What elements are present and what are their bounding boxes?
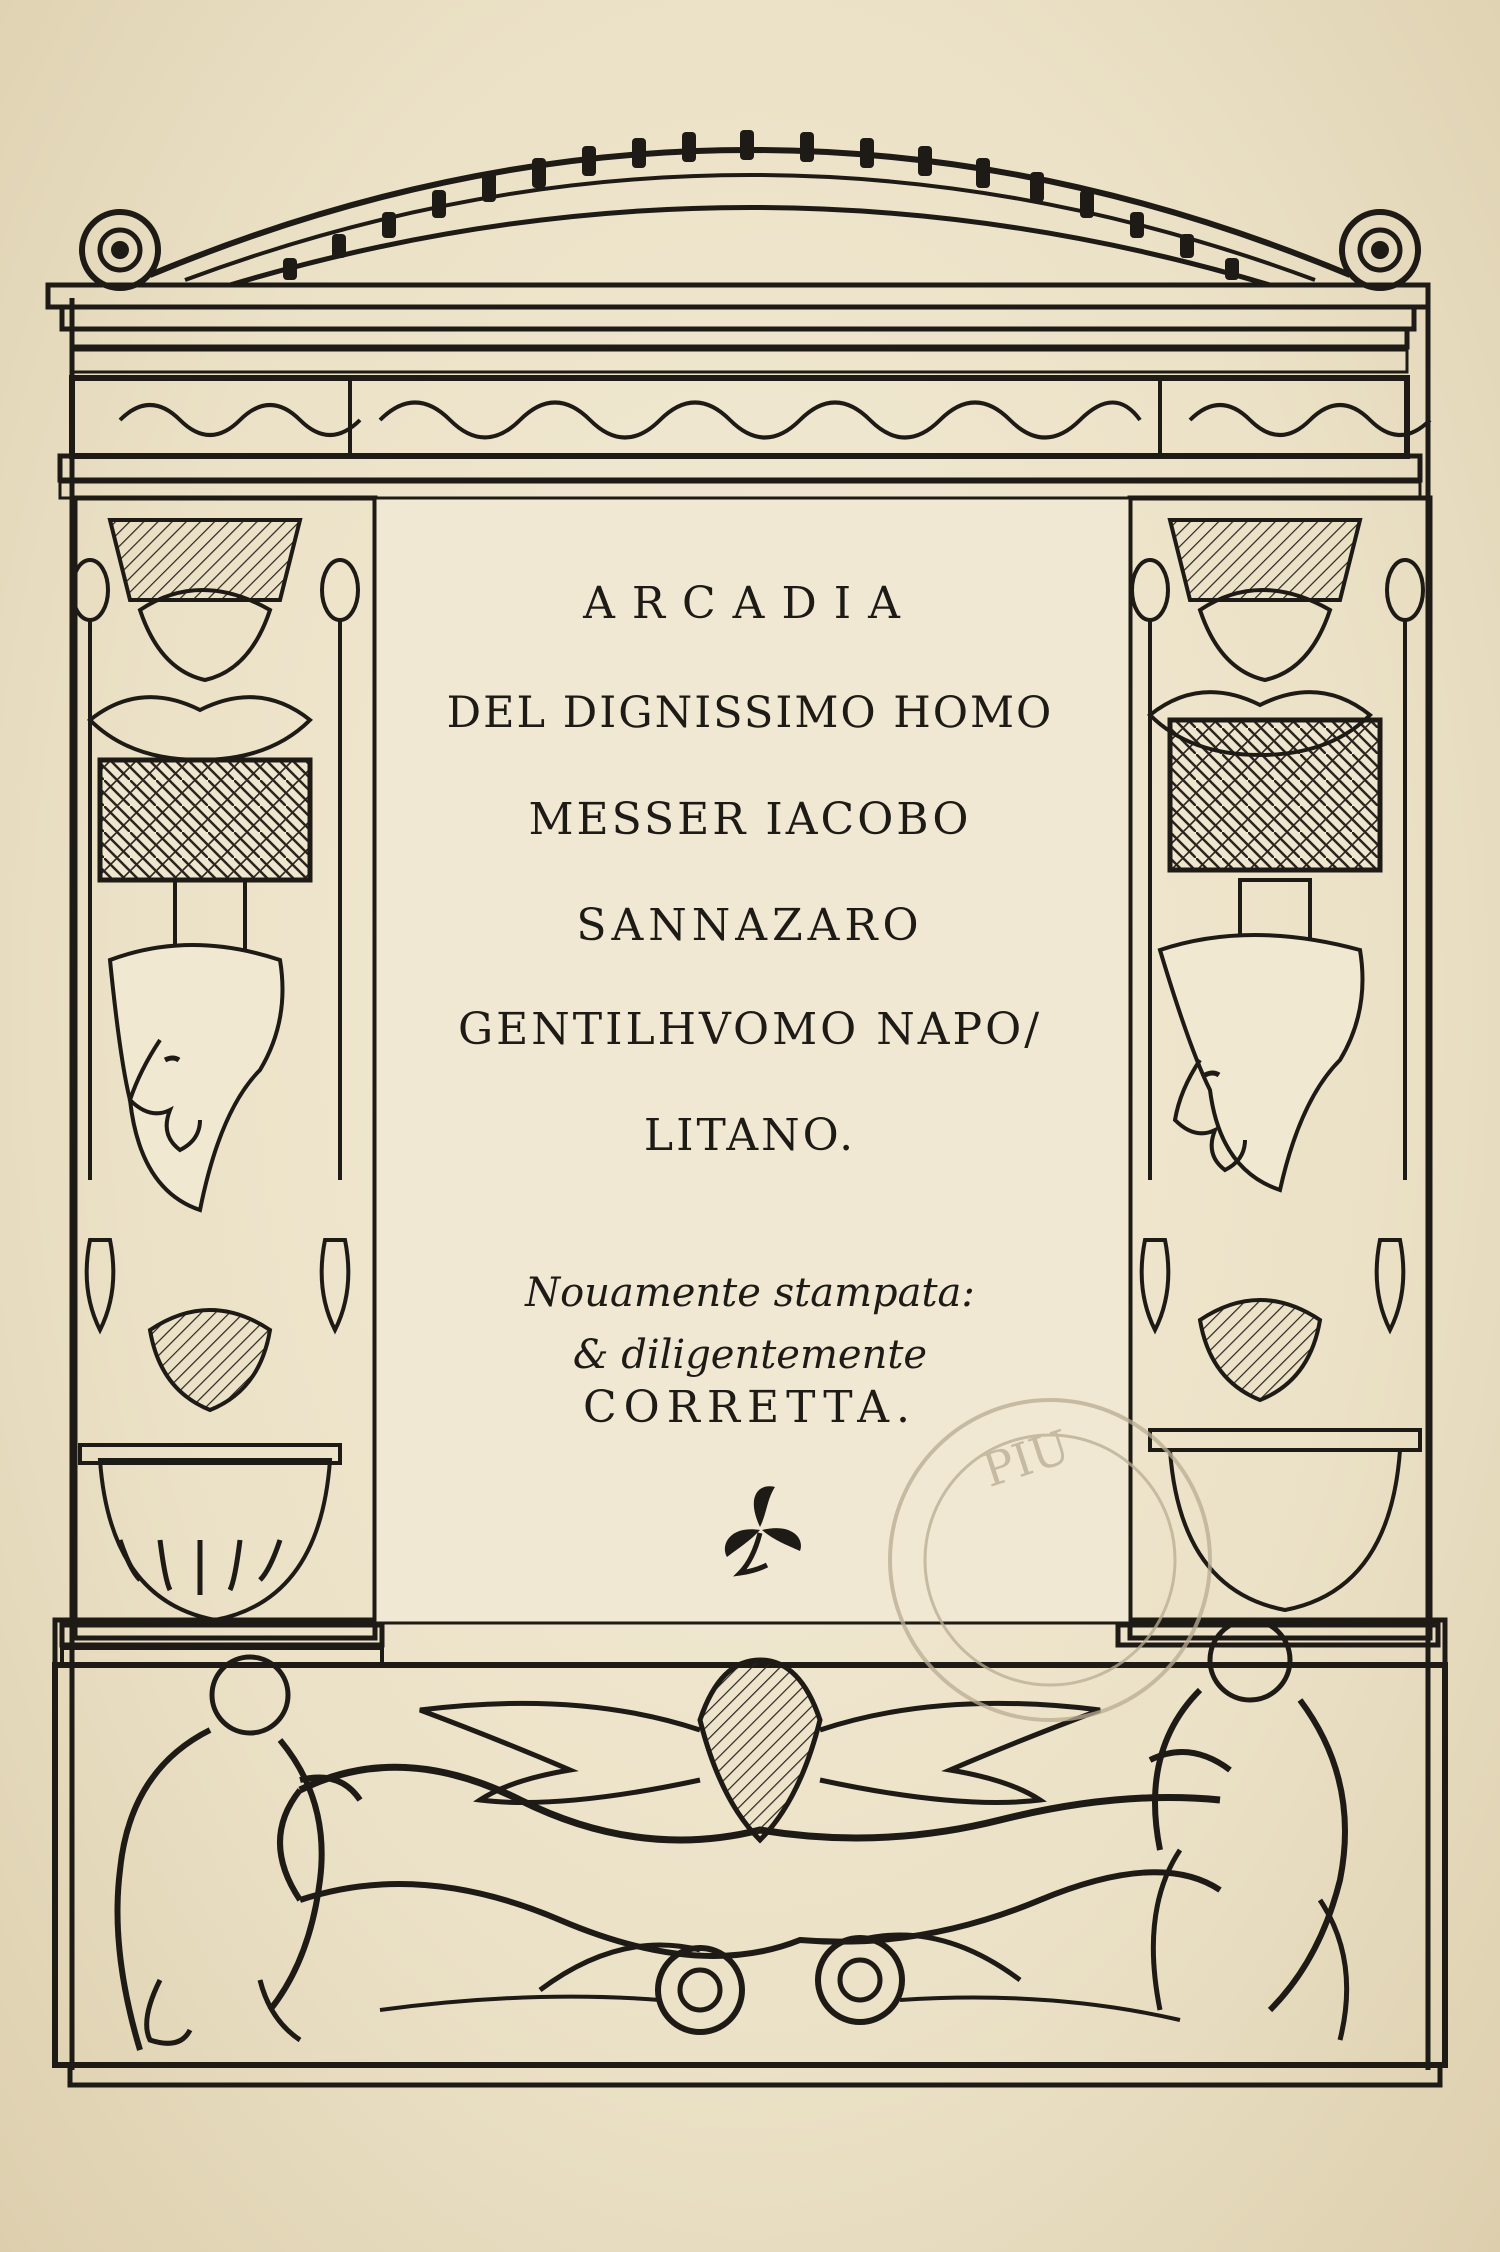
title-line-4: SANNAZARO (576, 900, 924, 951)
arched-pediment (82, 130, 1418, 288)
italic-line-1: Nouamente stampata: (525, 1270, 975, 1316)
svg-text:PIU: PIU (976, 1419, 1077, 1498)
title-line-2: DEL DIGNISSIMO HOMO (446, 688, 1054, 738)
title-line-3: MESSER IACOBO (528, 794, 972, 845)
left-pillar (62, 498, 382, 1666)
trefoil-leaf-icon (705, 1475, 815, 1585)
title-corretta: CORRETTA. (583, 1382, 917, 1433)
cornice (48, 285, 1430, 498)
title-arcadia: ARCADIA (583, 578, 917, 629)
title-line-6: LITANO. (643, 1110, 857, 1161)
bottom-frieze (55, 1620, 1445, 2085)
right-pillar (1118, 498, 1438, 1645)
title-line-5: GENTILHVOMO NAPO/ (457, 1004, 1043, 1055)
italic-line-2: & diligentemente (572, 1332, 928, 1378)
title-text-block (380, 500, 1120, 1610)
